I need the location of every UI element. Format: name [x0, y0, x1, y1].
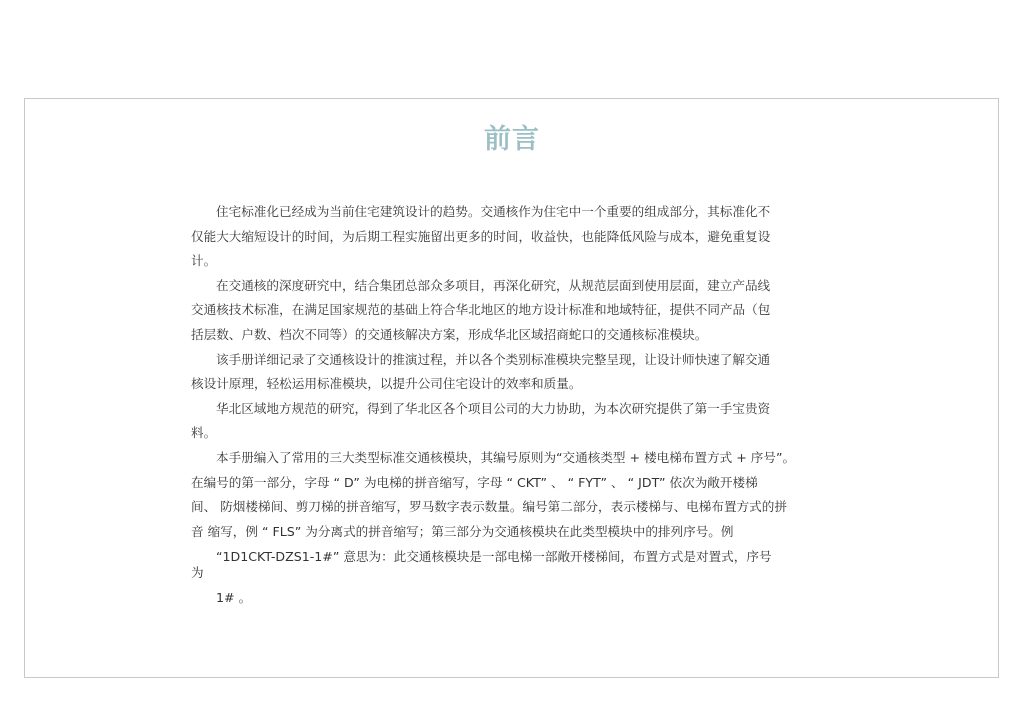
paragraph-5-line-1: 本手册编入了常用的三大类型标准交通核模块，其编号原则为“交通核类型 + 楼电梯布置方式 + 序号”。: [216, 449, 796, 465]
paragraph-3-line-1: 该手册详细记录了交通核设计的推演过程，并以各个类别标准模块完整呈现，让设计师快速了解交通: [216, 351, 771, 367]
paragraph-5-line-6: 为: [191, 565, 204, 581]
page-title: 前言: [484, 124, 540, 155]
preface-body: [191, 200, 851, 611]
paragraph-1-line-2: 仅能大大缩短设计的时间，为后期工程实施留出更多的时间，收益快，也能降低风险与成本，避免重复设: [191, 228, 771, 244]
paragraph-4-line-2: 料。: [191, 425, 217, 441]
paragraph-5-line-3: 间、 防烟楼梯间、剪刀梯的拼音缩写，罗马数字表示数量。编号第二部分，表示楼梯与、电梯布置方式的拼: [191, 499, 787, 515]
paragraph-3-line-2: 核设计原理，轻松运用标准模块，以提升公司住宅设计的效率和质量。: [191, 376, 582, 392]
paragraph-4-line-1: 华北区域地方规范的研究，得到了华北区各个项目公司的大力协助，为本次研究提供了第一手宝贵资: [216, 400, 771, 416]
paragraph-5-line-2: 在编号的第一部分，字母 “ D” 为电梯的拼音缩写，字母 “ CKT” 、 “ FYT” 、 “ JDT” 依次为敞开楼梯: [191, 474, 758, 490]
paragraph-2-line-2: 交通核技术标准，在满足国家规范的基础上符合华北地区的地方设计标准和地域特征，提供不同产品（包: [191, 302, 771, 318]
paragraph-2-line-1: 在交通核的深度研究中，结合集团总部众多项目，再深化研究，从规范层面到使用层面，建立产品线: [216, 277, 771, 293]
paragraph-5-line-4: 音 缩写，例 “ FLS” 为分离式的拼音缩写；第三部分为交通核模块在此类型模块中的排列序号。例: [191, 523, 734, 539]
paragraph-1-line-1: 住宅标准化已经成为当前住宅建筑设计的趋势。交通核作为住宅中一个重要的组成部分，其标准化不: [216, 204, 771, 219]
paragraph-1-line-3: 计。: [191, 253, 217, 269]
paragraph-5-line-5: “1D1CKT-DZS1-1#” 意思为：此交通核模块是一部电梯一部敞开楼梯间，布置方式是对置式，序号: [216, 549, 772, 565]
paragraph-5-line-7: 1# 。: [216, 590, 252, 606]
paragraph-2-line-3: 括层数、户数、档次不同等）的交通核解决方案，形成华北区域招商蛇口的交通核标准模块。: [191, 326, 708, 342]
